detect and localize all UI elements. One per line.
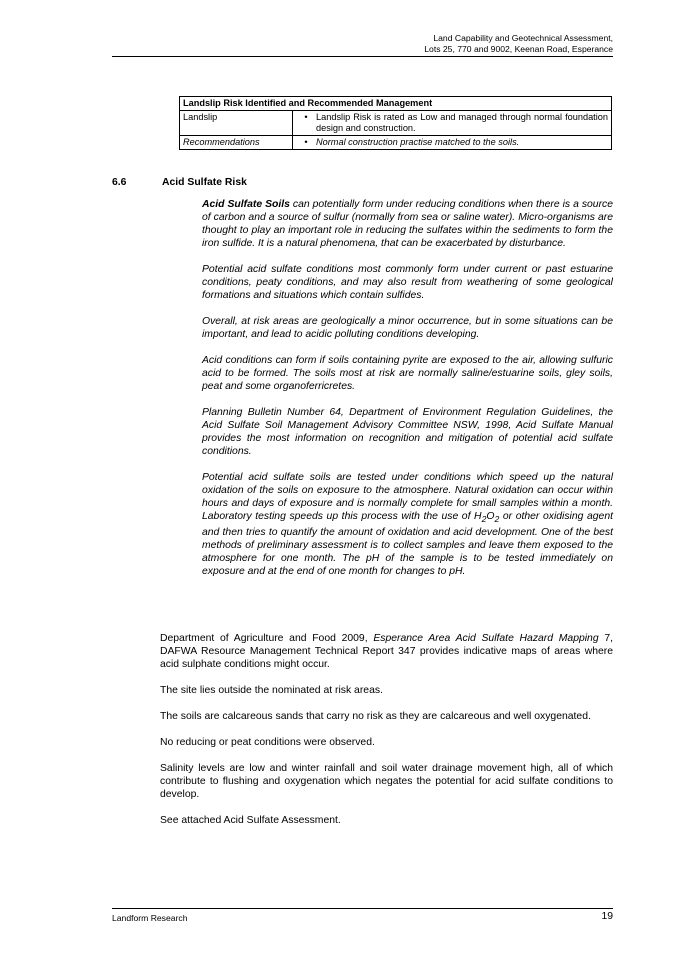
body-paragraph: Department of Agriculture and Food 2009, Esperance Area Acid Sulfate Hazard Mapping 7, DAFWA Resource Management Technical Report 347 provides indicative maps of areas where acid sulphate conditions might occur. — [160, 633, 613, 670]
body-paragraph: No reducing or peat conditions were observed. — [160, 737, 375, 748]
quote-paragraph: Acid conditions can form if soils containing pyrite are exposed to the air, allowing sulfuric acid to be formed. The soils most at risk are normally saline/estuarine soils, gley soils, peat and some organoferricretes. — [202, 355, 613, 392]
row-label: Recommendations — [180, 136, 293, 150]
body-paragraph: The soils are calcareous sands that carry no risk as they are calcareous and well oxygenated. — [160, 711, 591, 722]
header-line-1: Land Capability and Geotechnical Assessment, — [433, 33, 613, 43]
body-paragraph: The site lies outside the nominated at risk areas. — [160, 685, 383, 696]
quote-paragraph: Overall, at risk areas are geologically a minor occurrence, but in some situations can be important, and lead to acidic polluting conditions developing. — [202, 316, 613, 340]
footer-rule — [112, 908, 613, 909]
quote-paragraph: Potential acid sulfate soils are tested under conditions which speed up the natural oxidation of the soils on exposure to the atmosphere. Natural oxidation can occur within hours and days of exposure and is normally complete for small samples within a month. Laboratory testing speeds up this process with the use of $H_2O_2$ or other oxidising agent and then tries to quantify the amount of oxidation and acid development. One of the best methods of preliminary assessment is to collect samples and leave them exposed to the atmosphere for one month. The pH of the sample is to be tested immediately on exposure and at the end of one month for changes to pH. — [202, 472, 613, 578]
table-row — [180, 111, 612, 136]
section-heading — [112, 177, 247, 188]
page-number: 19 — [601, 911, 613, 922]
quote-paragraph: Planning Bulletin Number 64, Department of Environment Regulation Guidelines, the Acid Sulfate Soil Management Advisory Committee NSW, 1998, Acid Sulfate Manual provides the most information on recognition and mitigation of potential acid sulfate conditions. — [202, 407, 613, 457]
quote-paragraph: Acid Sulfate Soils can potentially form under reducing conditions when there is a source of carbon and a source of sulfur (normally from sea or saline water). Micro-organisms are thought to play an important role in reducing the sulfates within the sediments to form the iron sulfide. It is a natural phenomena, that can be exacerbated by disturbance. — [202, 199, 614, 249]
header-line-2: Lots 25, 770 and 9002, Keenan Road, Esperance — [424, 44, 613, 54]
bullet: • — [304, 112, 308, 122]
bullet: • — [304, 137, 308, 147]
table-title: Landslip Risk Identified and Recommended Management — [180, 97, 612, 111]
quote-paragraph: Potential acid sulfate conditions most commonly form under current or past estuarine conditions, peaty conditions, and may also result from weathering of some geological formations and situations which contain sulfides. — [202, 264, 613, 301]
term-bold: Acid Sulfate Soils — [202, 199, 290, 210]
table-row — [180, 136, 612, 150]
header-rule — [112, 56, 613, 57]
body-paragraph: Salinity levels are low and winter rainfall and soil water drainage movement high, all of which contribute to flushing and oxygenation which negates the potential for acid sulfate conditions to develop. — [160, 763, 613, 800]
row-label: Landslip — [180, 111, 293, 136]
page-header — [213, 33, 613, 55]
footer-org: Landform Research — [112, 913, 188, 923]
body-paragraph: See attached Acid Sulfate Assessment. — [160, 815, 341, 826]
row-text: Landslip Risk is rated as Low and managed through normal foundation design and construction. — [316, 112, 608, 133]
row-text: Normal construction practise matched to the soils. — [316, 137, 520, 147]
landslip-risk-table — [179, 96, 612, 150]
acid-sulfate-quote — [202, 198, 613, 591]
section-title: Acid Sulfate Risk — [162, 177, 247, 188]
body-text — [160, 632, 613, 840]
section-number: 6.6 — [112, 177, 127, 188]
